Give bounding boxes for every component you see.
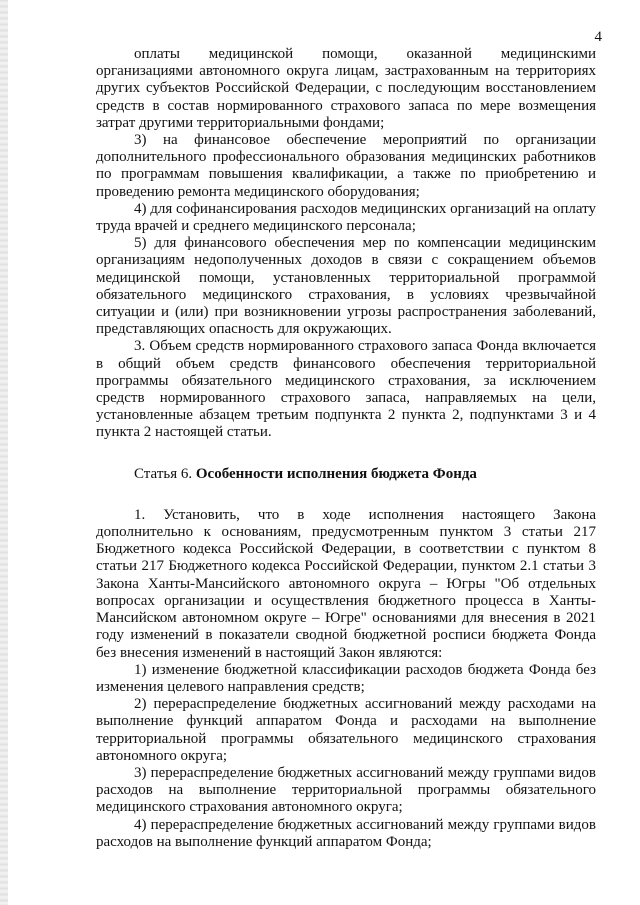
paragraph: 3) на финансовое обеспечение мероприятий по организации дополнительного профессионального образования медицинских работников по программам повышения квалификации, а также по приобретению и проведению ремонта медицинского оборудования; xyxy=(96,132,596,200)
paragraph: 1) изменение бюджетной классификации расходов бюджета Фонда без изменения целевого направления средств; xyxy=(96,661,596,695)
article-heading xyxy=(96,466,596,483)
paragraph: 4) перераспределение бюджетных ассигнований между группами видов расходов на выполнение функций аппаратом Фонда; xyxy=(96,816,596,850)
paragraph: 3) перераспределение бюджетных ассигнований между группами видов расходов на выполнение территориальной программы обязательного медицинского страхования автономного округа; xyxy=(96,764,596,816)
scan-edge xyxy=(0,0,8,905)
paragraph: 5) для финансового обеспечения мер по компенсации медицинским организациям недополученных доходов в связи с сокращением объемов медицинской помощи, установленных территориальной программой обязательного медицинского страхования, в условиях чрезвычайной ситуации и (или) при возникновении угрозы распространения заболеваний, представляющих опасность для окружающих. xyxy=(96,235,596,338)
article-heading-prefix: Статья 6. xyxy=(134,465,193,482)
page-number: 4 xyxy=(594,29,602,45)
paragraph: 1. Установить, что в ходе исполнения настоящего Закона дополнительно к основаниям, предусмотренным пунктом 3 статьи 217 Бюджетного кодекса Российской Федерации, в соответствии с пунктом 8 статьи 217 Бюджетного кодекса Российской Федерации, пунктом 2.1 статьи 3 Закона Ханты-Мансийского автономного округа – Югры "Об отдельных вопросах организации и осуществления бюджетного процесса в Ханты-Мансийском автономном округе – Югре" основаниями для внесения в 2021 году изменений в показатели сводной бюджетной росписи бюджета Фонда без внесения изменений в настоящий Закон являются: xyxy=(96,506,596,661)
paragraph: 2) перераспределение бюджетных ассигнований между расходами на выполнение функций аппаратом Фонда и расходами на выполнение территориальной программы обязательного медицинского страхования автономного округа; xyxy=(96,696,596,764)
paragraph: оплаты медицинской помощи, оказанной медицинскими организациями автономного округа лицам, застрахованным на территориях других субъектов Российской Федерации, с последующим восстановлением средств в состав нормированного страхового запаса по мере возмещения затрат другими территориальными фондами; xyxy=(96,46,596,131)
document-body xyxy=(96,46,596,851)
paragraph: 4) для софинансирования расходов медицинских организаций на оплату труда врачей и среднего медицинского персонала; xyxy=(96,200,596,235)
article-heading-title: Особенности исполнения бюджета Фонда xyxy=(195,465,477,482)
paragraph: 3. Объем средств нормированного страхового запаса Фонда включается в общий объем средств финансового обеспечения территориальной программы обязательного медицинского страхования, за исключением средств нормированного страхового запаса, направляемых на цели, установленные абзацем третьим подпункта 2 пункта 2, подпунктами 3 и 4 пункта 2 настоящей статьи. xyxy=(96,338,596,441)
